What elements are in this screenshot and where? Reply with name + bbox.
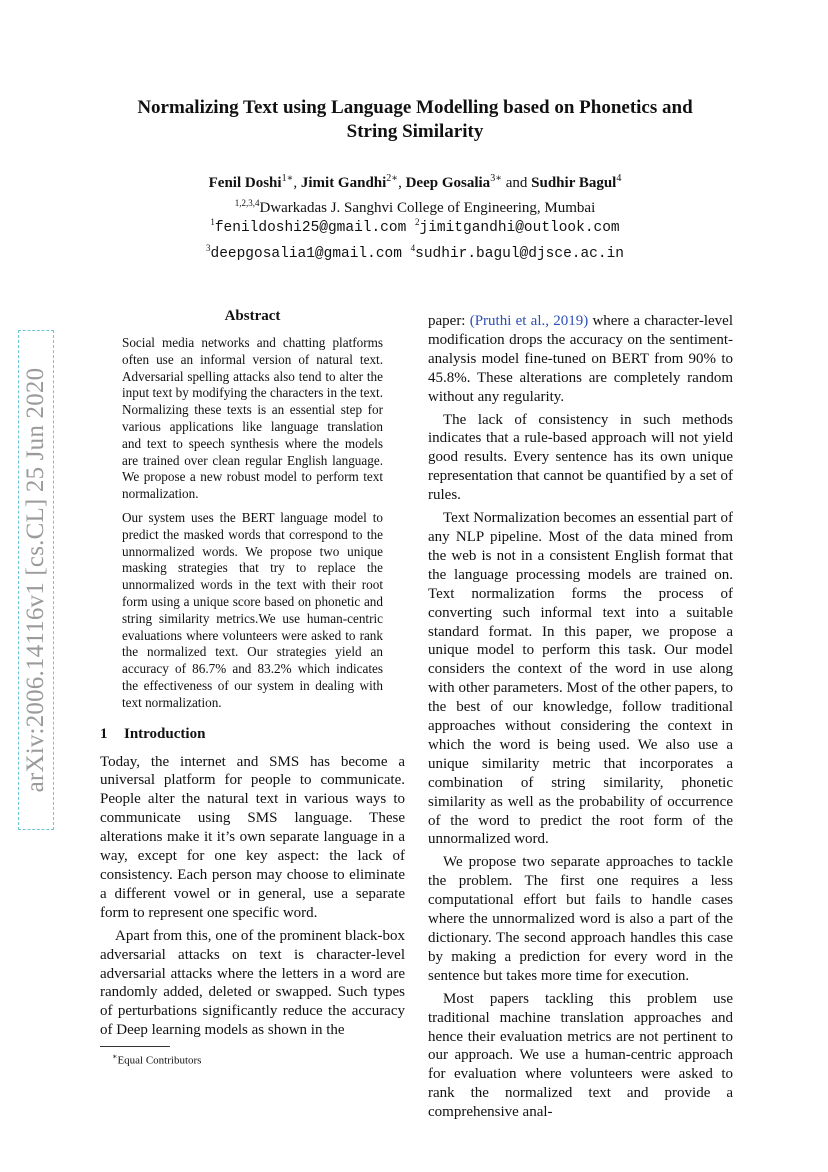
right-column: [428, 312, 733, 1126]
title-line-1: Normalizing Text using Language Modelling based on Phonetics and: [137, 97, 693, 118]
email-line: [100, 238, 730, 264]
author-list: [100, 172, 730, 194]
left-column: [100, 308, 405, 1044]
body-paragraph: We propose two separate approaches to tackle the problem. The first one requires a less computational effort but fails to handle cases where the unnormalized word is also a part of the dictionary. The second approach handles this case by making a prediction for every word in the sentence but takes more time for execution.: [428, 854, 733, 984]
abstract-heading: Abstract: [224, 308, 281, 324]
title-line-2: String Similarity: [346, 121, 484, 142]
abstract-paragraph: Social media networks and chatting platforms often use an informal version of natural text. Adversarial spelling attacks also tend to alter the input text by modifying the characters in the text. Normalizing these texts is an essential step for various applications like language translation and text to speech synthesis where the models are trained over clean regular English language. We propose a new robust model to perform text normalization.: [122, 335, 383, 502]
intro-text: [100, 753, 405, 1041]
section-title: Introduction: [124, 725, 206, 742]
author-name: Fenil Doshi: [208, 175, 282, 191]
right-column-text: [428, 312, 733, 1122]
author-separator: ,: [398, 175, 406, 191]
author-separator: ,: [293, 175, 301, 191]
affiliation-mark: 1,2,3,4: [234, 198, 260, 208]
paper-title: [100, 96, 730, 144]
email-line: [100, 212, 730, 238]
citation-link[interactable]: (Pruthi et al., 2019): [469, 313, 589, 329]
email-address[interactable]: sudhir.bagul@djsce.ac.in: [415, 245, 624, 262]
abstract-paragraph: Our system uses the BERT language model to predict the masked words that correspond to the unnormalized words. We propose two unique masking strategies that try to replace the unnormalized words in the text with their root form using a unique score based on phonetic and string similarity metrics.We use human-centric evaluations where volunteers were asked to rank the normalized text. Our strategies yield an accuracy of 86.7% and 83.2% which indicates the effectiveness of our system in dealing with text normalization.: [122, 509, 383, 710]
paragraph-text: paper:: [428, 313, 470, 329]
arxiv-stamp: [18, 330, 54, 830]
paragraph-text: where a character-level modification drops the accuracy on the sentiment-analysis model fine-tuned on BERT from 90% to 45.8%. These alterations are completely random without any regularity.: [428, 313, 733, 405]
email-address[interactable]: jimitgandhi@outlook.com: [419, 219, 620, 236]
body-paragraph: [428, 312, 733, 407]
author-mark: 3∗: [490, 173, 502, 184]
body-paragraph: Most papers tackling this problem use traditional machine translation approaches and hence their evaluation metrics are not pertinent to our approach. We use a human-centric approach for evaluation where volunteers were asked to rank the normalized text and provide a comprehensive anal-: [428, 990, 733, 1121]
author-name: Sudhir Bagul: [531, 175, 617, 191]
footnote-text: Equal Contributors: [117, 1054, 202, 1067]
arxiv-stamp-text: arXiv:2006.14116v1 [cs.CL] 25 Jun 2020: [18, 330, 54, 830]
email-mark: 3: [206, 242, 211, 253]
email-mark: 2: [415, 217, 420, 227]
footnote-mark: ∗: [112, 1052, 118, 1061]
section-number: 1: [100, 725, 108, 742]
author-name: Jimit Gandhi: [300, 175, 387, 191]
email-mark: 4: [410, 242, 416, 253]
email-mark: 1: [210, 217, 215, 227]
email-address[interactable]: deepgosalia1@gmail.com: [210, 245, 402, 262]
body-paragraph: Apart from this, one of the prominent black-box adversarial attacks on text is character-level adversarial attacks where the letters in a word are randomly added, deleted or swapped. Such types of perturbations significantly reduce the accuracy of Deep learning models as shown in the: [100, 927, 405, 1039]
author-name: Deep Gosalia: [405, 175, 491, 191]
author-mark: 4: [616, 173, 622, 184]
footnote-divider: [100, 1046, 170, 1047]
body-paragraph: The lack of consistency in such methods indicates that a rule-based approach will not yield good results. Every sentence has its own unique representation that cannot be quantified by a set of rules.: [428, 411, 733, 504]
footnote: [112, 1050, 201, 1068]
body-paragraph: Today, the internet and SMS has become a universal platform for people to communicate. People alter the natural text in various ways to communicate using SMS language. These alterations make it it’s own separate language in a way, except for one key aspect: the lack of consistency. Each person may choose to eliminate a different vowel or in general, use a separate form to represent one specific word.: [100, 753, 405, 921]
author-mark: 1∗: [281, 173, 294, 184]
author-and: and: [501, 175, 532, 191]
author-mark: 2∗: [386, 173, 399, 184]
affiliation-text: Dwarkadas J. Sanghvi College of Engineering, Mumbai: [259, 200, 596, 216]
email-address[interactable]: fenildoshi25@gmail.com: [214, 219, 407, 236]
abstract: [100, 335, 405, 712]
section-heading: [100, 726, 405, 743]
body-paragraph: Text Normalization becomes an essential part of any NLP pipeline. Most of the data mined from the web is not in a consistent English format that the language processing models are trained on. Text normalization forms the process of converting such informal text into a suitable standard format. In this paper, we propose a unique model to perform this task. Our model considers the context of the word in use along with other parameters. Most of the other papers, to the best of our knowledge, follow traditional approaches without considering the context in which the word is being used. We also use a unique similarity metric that incorporates a combination of string similarity, phonetic similarity as well as the probability of occurrence of the word to predict the root form of the unnormalized word.: [428, 510, 733, 848]
email-list: [100, 212, 730, 264]
